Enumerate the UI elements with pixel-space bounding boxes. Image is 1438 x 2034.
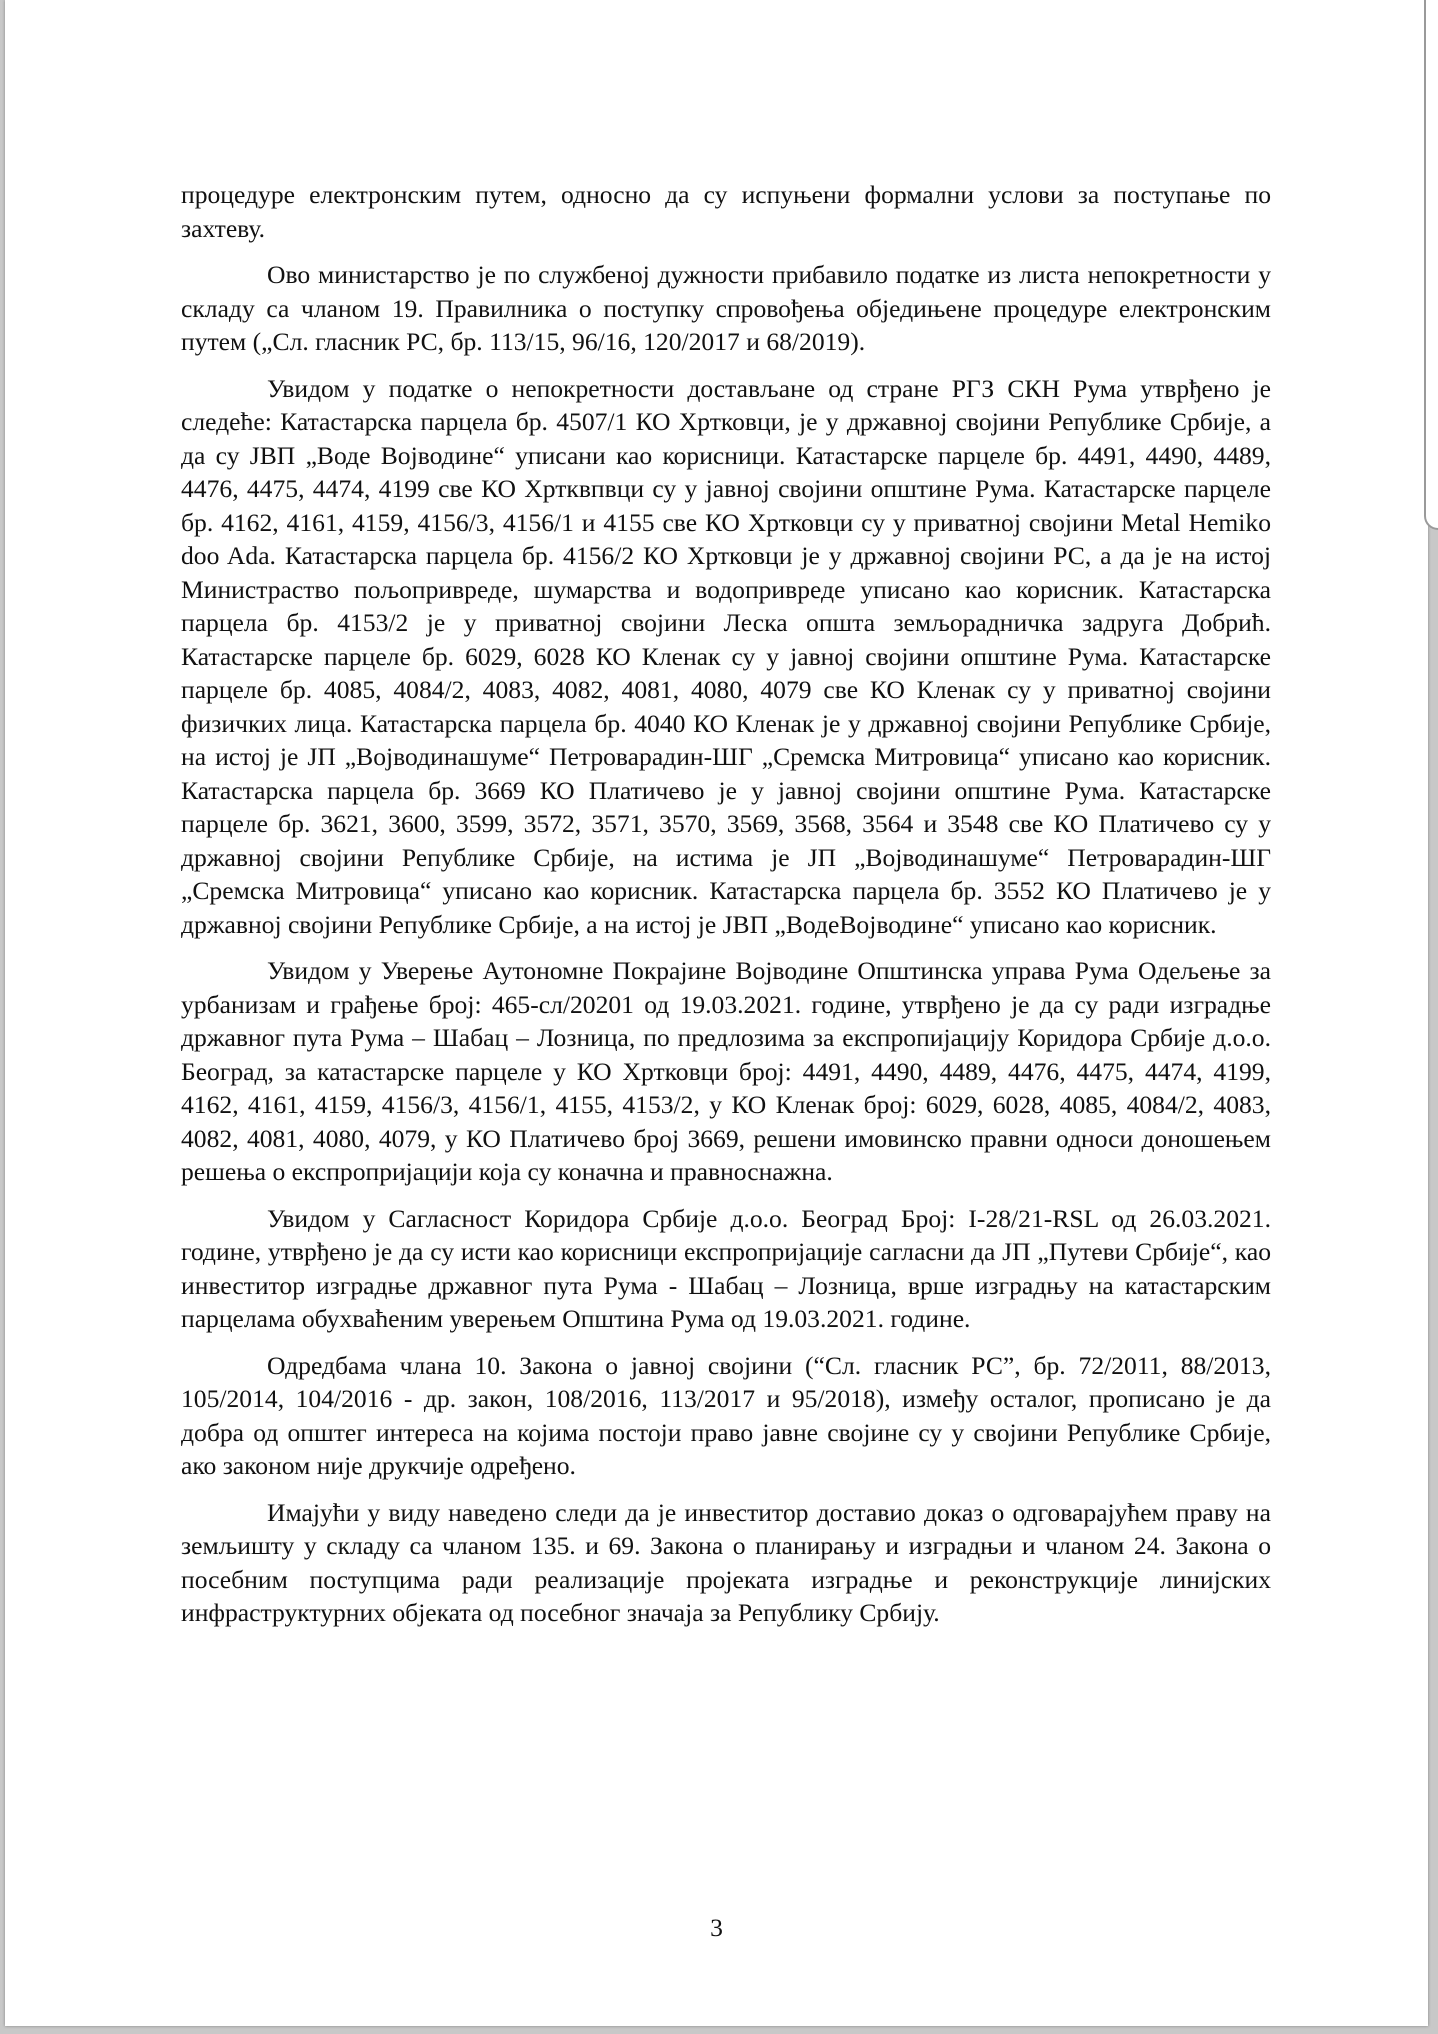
document-page (5, 0, 1428, 2026)
paragraph-consent: Увидом у Сагласност Коридора Србије д.о.о. Београд Број: I-28/21-RSL од 26.03.2021. године, утврђено је да су исти као корисници експропријације сагласни да ЈП „Путеви Србије“, као инвеститор изградње државног пута Рума - Шабац – Лозница, врше изградњу на катастарским парцелама обухваћеним уверењем Општина Рума од 19.03.2021. године. (181, 1203, 1271, 1333)
paragraph-ministry-data: Ово министарство је по службеној дужности прибавило податке из листа непокретности у складу са чланом 19. Правилника о поступку спровођења обједињене процедуре електронским путем („Сл. гласник РС, бр. 113/15, 96/16, 120/2017 и 68/2019). (181, 260, 1271, 356)
paragraph-law-provisions: Одредбама члана 10. Закона о јавној својини (“Сл. гласник РС”, бр. 72/2011, 88/2013, 105/2014, 104/2016 - др. закон, 108/2016, 113/2017 и 95/2018), између осталог, прописано је да добра од општег интереса на којима постоји право јавне својине су у својини Републике Србије, ако законом није друкчије одређено. (181, 1350, 1271, 1480)
page-body (181, 178, 1271, 1643)
paragraph-conclusion: Имајући у виду наведено следи да је инвеститор доставио доказ о одговарајућем праву на земљишту у складу са чланом 135. и 69. Закона о планирању и изградњи и чланом 24. Закона о посебним поступцима ради реализације пројеката изградње и реконструкције линијских инфраструктурних објеката од посебног значаја за Републику Србију. (181, 1497, 1271, 1627)
scrollbar-thumb[interactable] (1424, 0, 1438, 530)
page-number: 3 (710, 1913, 723, 1942)
paragraph-property-data: Увидом у податке о непокретности достављане од стране РГЗ СКН Рума утврђено је следеће: Катастарска парцела бр. 4507/1 КО Хртковци, је у државној својини Републике Србије, а да су ЈВП „Воде Војводине“ уписани као корисници. Катастарске парцеле бр. 4491, 4490, 4489, 4476, 4475, 4474, 4199 све КО Хртквпвци су у јавној својини општине Рума. Катастарске парцеле бр. 4162, 4161, 4159, 4156/3, 4156/1 и 4155 све КО Хртковци су у приватној својини Metal Hemiko doo Ada. Катастарска парцела бр. 4156/2 КО Хртковци је у државној својини РС, а да је на истој Министраство пољопривреде, шумарства и водопривреде уписано као корисник. Катастарска парцела бр. 4153/2 је у приватној својини Леска општа земљорадничка задруга Добрић. Катастарске парцеле бр. 6029, 6028 КО Кленак су у јавној својини општине Рума. Катастарске парцеле бр. 4085, 4084/2, 4083, 4082, 4081, 4080, 4079 све КО Кленак су у приватној својини физичких лица. Катастарска парцела бр. 4040 КО Кленак је у државној својини Републике Србије, на истој је ЈП „Војводинашуме“ Петроварадин-ШГ „Сремска Митровица“ уписано као корисник. Катастарска парцела бр. 3669 КО Платичево је у јавној својини општине Рума. Катастарске парцеле бр. 3621, 3600, 3599, 3572, 3571, 3570, 3569, 3568, 3564 и 3548 све КО Платичево су у државној својини Републике Србије, на истима је ЈП „Војводинашуме“ Петроварадин-ШГ „Сремска Митровица“ уписано као корисник. Катастарска парцела бр. 3552 КО Платичево је у државној својини Републике Србије, а на истој је ЈВП „ВодеВојводине“ уписано као корисник. (181, 373, 1271, 939)
paragraph-certificate: Увидом у Уверење Аутономне Покрајине Војводине Општинска управа Рума Одељење за урбанизам и грађење број: 465-сл/20201 од 19.03.2021. године, утврђено је да су ради изградње државног пута Рума – Шабац – Лозница, по предлозима за експропијацију Коридора Србије д.о.о. Београд, за катастарске парцеле у КО Хртковци број: 4491, 4490, 4489, 4476, 4475, 4474, 4199, 4162, 4161, 4159, 4156/3, 4156/1, 4155, 4153/2, у КО Кленак број: 6029, 6028, 4085, 4084/2, 4083, 4082, 4081, 4080, 4079, у КО Платичево број 3669, решени имовинско правни односи доношењем решења о експропријацији која су коначна и правноснажна. (181, 956, 1271, 1186)
paragraph-continuation: процедуре електронским путем, односно да су испуњени формални услови за поступање по захтеву. (181, 180, 1271, 243)
